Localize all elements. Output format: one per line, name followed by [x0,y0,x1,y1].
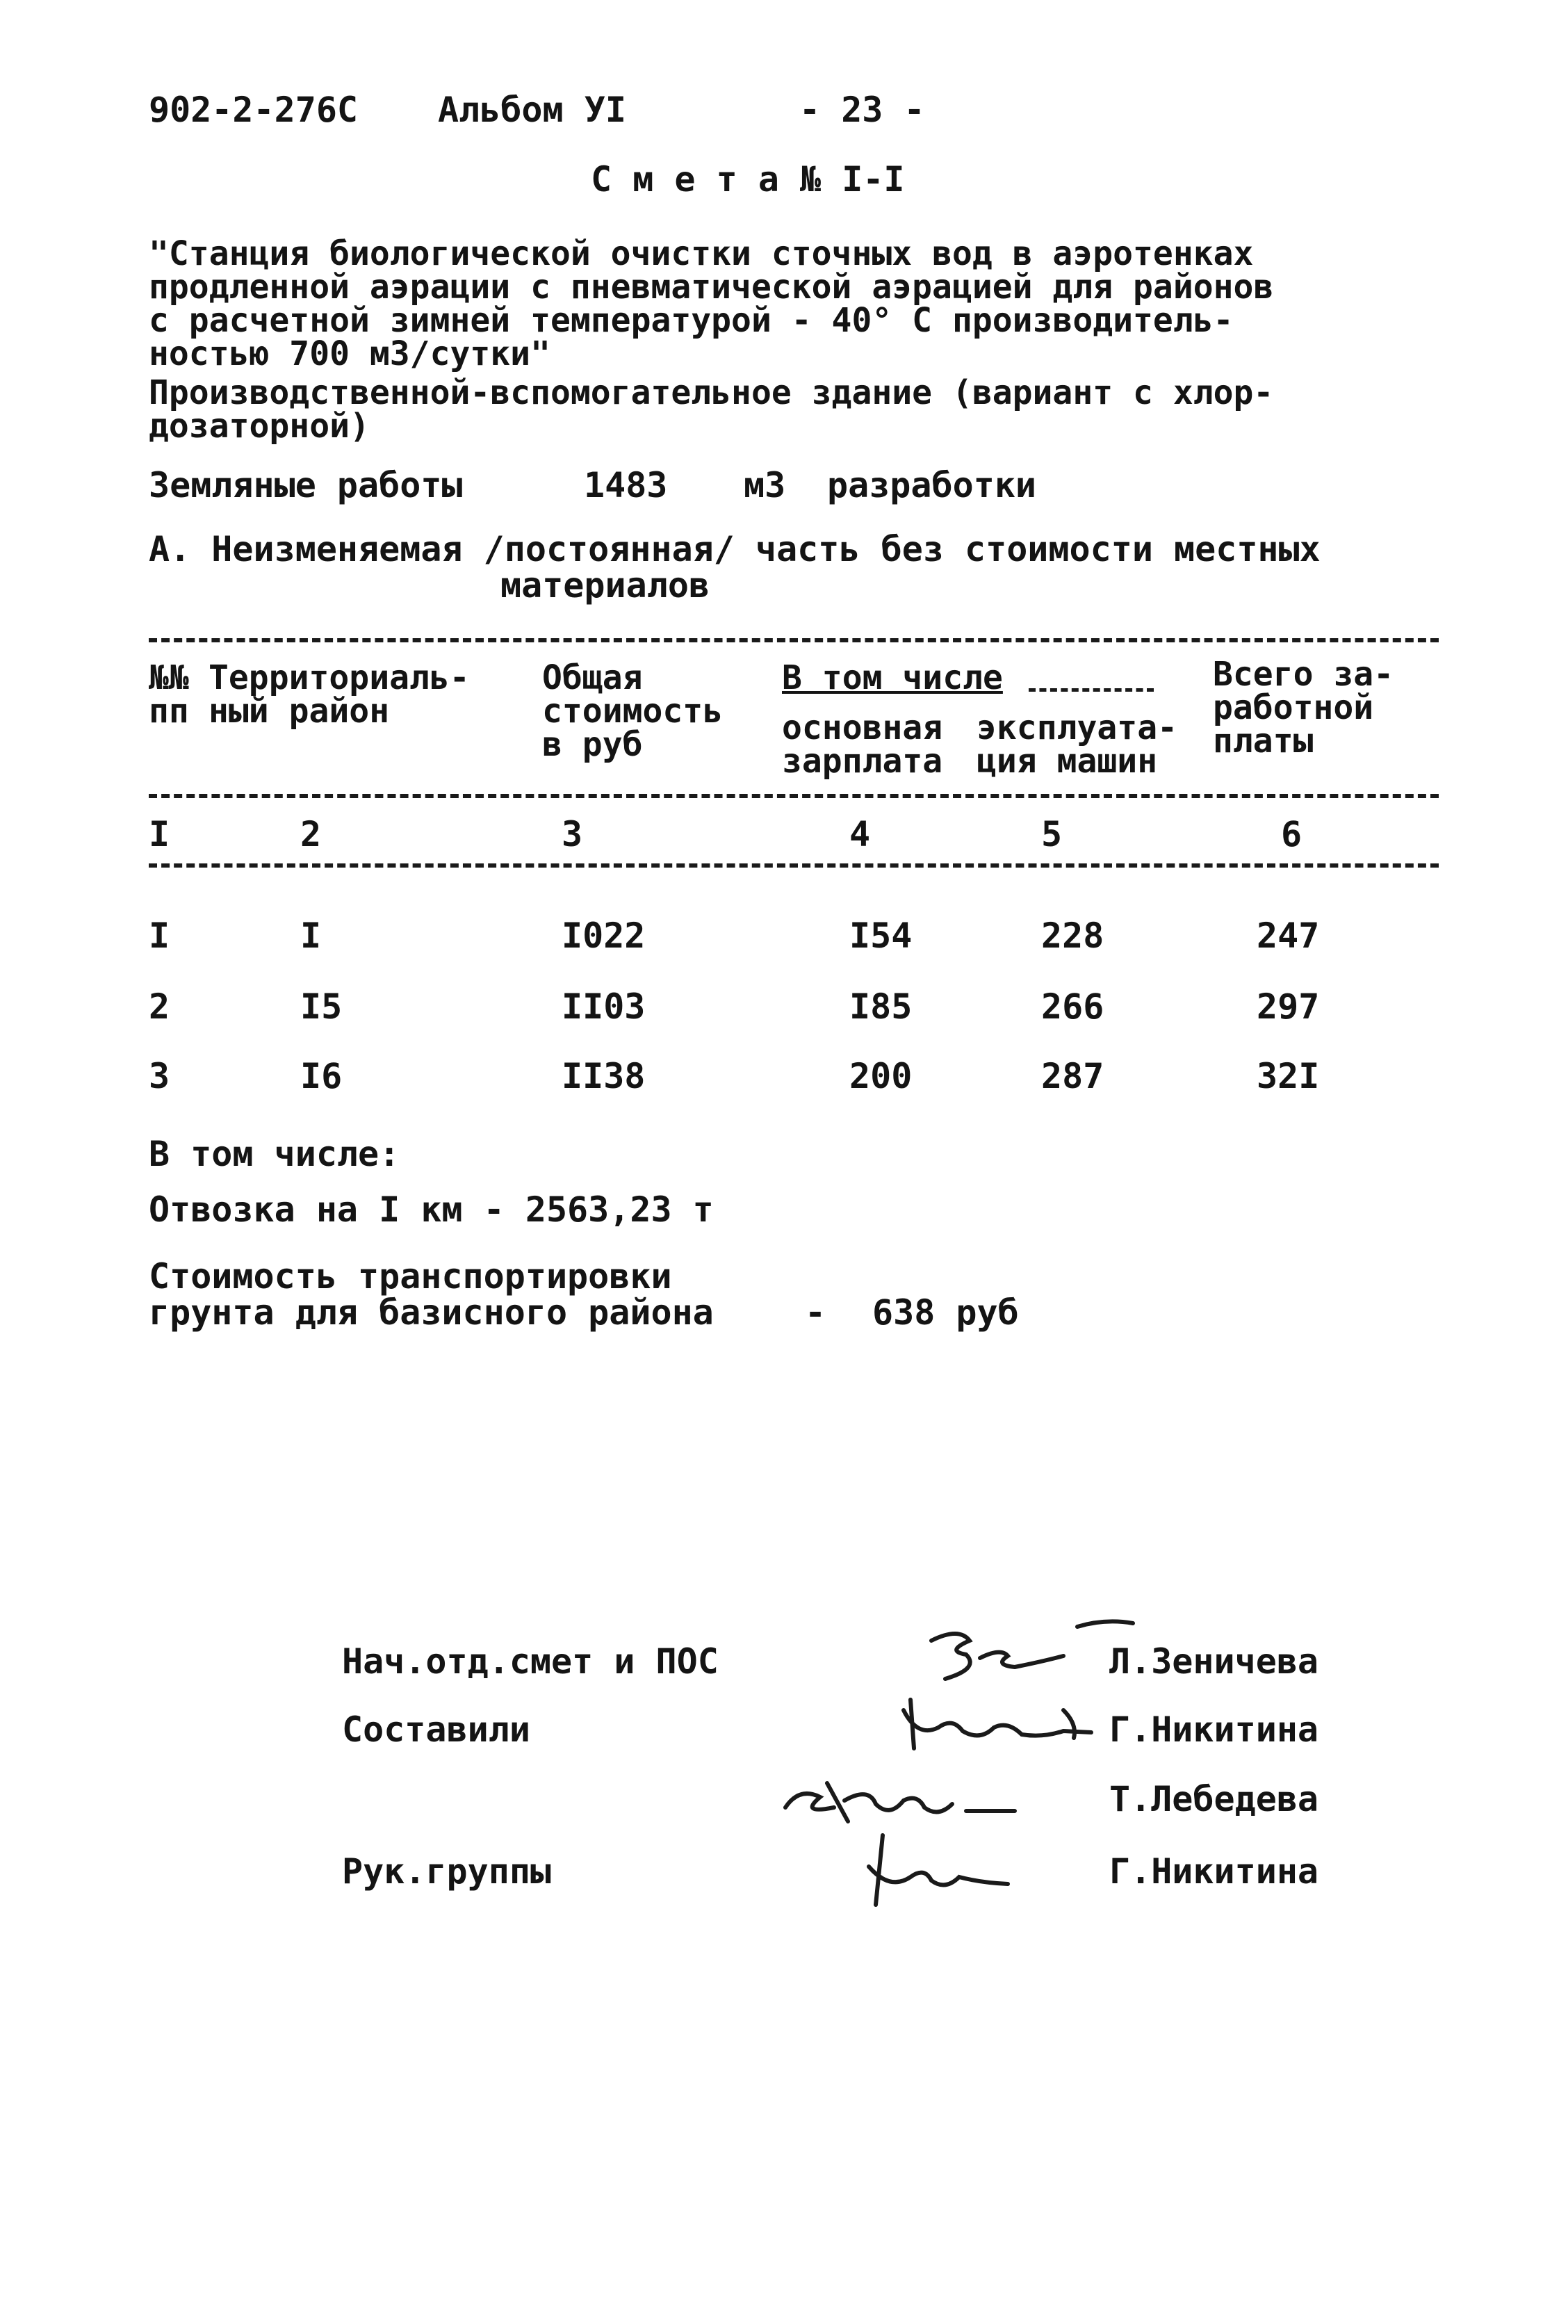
document-code: 902-2-276С [149,90,359,130]
header-group-label: В том числе [782,658,1003,697]
cell-machines: 228 [1041,916,1104,956]
signer-name: Г.Никитина [1109,1709,1319,1750]
transport-cost-dash: - [805,1292,826,1333]
signer-name: Т.Лебедева [1109,1779,1319,1819]
header-total-wages-line: работной [1213,688,1374,727]
cell-machines: 287 [1041,1056,1104,1096]
header-total-wages-line: платы [1213,722,1314,761]
header-cost-line: стоимость [542,692,724,731]
header-num-line: пп [149,692,189,731]
cell-salary: 200 [849,1056,913,1096]
cell-total-wages: 32I [1257,1056,1320,1096]
column-number: 4 [849,814,871,854]
column-number: 6 [1281,814,1302,854]
table-header-rule [149,794,1439,798]
header-region-line: ный район [209,692,390,731]
works-note: разработки [827,465,1037,505]
header-cost-line: Общая [542,658,643,697]
album-label: Альбом УI [438,90,626,130]
column-number: 5 [1041,814,1063,854]
header-group-rule [1029,688,1154,692]
column-number: 3 [562,814,583,854]
cell-region: I5 [300,986,343,1027]
cell-machines: 266 [1041,986,1104,1027]
cell-cost: II38 [562,1056,646,1096]
cell-num: 3 [149,1056,170,1096]
role-group-lead: Рук.группы [342,1851,552,1892]
cell-cost: I022 [562,916,646,956]
cell-num: I [149,916,170,956]
role-head-estimates: Нач.отд.смет и ПОС [342,1641,719,1682]
column-number: 2 [300,814,322,854]
header-total-wages-line: Всего за- [1213,655,1394,694]
handwritten-signature [771,1766,1029,1835]
description-line: ностью 700 м3/сутки" [149,334,550,373]
cell-region: I [300,916,322,956]
works-volume: 1483 [584,465,668,505]
transport-cost-line: Стоимость транспортировки [149,1256,672,1297]
description-line: "Станция биологической очистки сточных вод в аэротенках [149,234,1254,273]
description-line: дозаторной) [149,407,370,446]
cell-salary: I85 [849,986,913,1027]
header-num-line: №№ [149,658,189,697]
header-salary-line: зарплата [782,742,943,781]
works-name: Земляные работы [149,465,463,505]
handwritten-signature [862,1828,1015,1912]
transport-cost-line: грунта для базисного района [149,1292,714,1333]
works-unit: м3 [744,465,786,505]
header-machines-line: ция машин [977,742,1158,781]
header-machines-line: эксплуата- [977,708,1177,747]
handwritten-signature [897,1689,1105,1759]
table-top-rule [149,638,1439,642]
description-line: Производственной-вспомогательное здание (вариант с хлор- [149,373,1274,412]
role-compiled-by: Составили [342,1709,530,1750]
including-label: В том числе: [149,1134,400,1174]
cell-num: 2 [149,986,170,1027]
cell-total-wages: 247 [1257,916,1320,956]
section-a-subtitle: материалов [500,565,710,606]
cell-total-wages: 297 [1257,986,1320,1027]
header-cost-line: в руб [542,725,643,764]
column-number: I [149,814,170,854]
section-a-title: А. Неизменяемая /постоянная/ часть без стоимости местных [149,529,1321,569]
description-line: продленной аэрации с пневматической аэрацией для районов [149,268,1274,307]
handwritten-signature [904,1613,1140,1689]
estimate-title: С м е т а № I-I [591,159,905,200]
cell-salary: I54 [849,916,913,956]
signer-name: Г.Никитина [1109,1851,1319,1892]
table-numbers-rule [149,863,1439,868]
header-salary-line: основная [782,708,943,747]
description-line: с расчетной зимней температурой - 40° С производитель- [149,301,1234,340]
haulage-line: Отвозка на I км - 2563,23 т [149,1189,714,1230]
signer-name: Л.Зеничева [1109,1641,1319,1682]
cell-region: I6 [300,1056,343,1096]
page-number: - 23 - [799,90,925,130]
header-region-line: Территориаль- [209,658,470,697]
cell-cost: II03 [562,986,646,1027]
transport-cost-value: 638 руб [872,1292,1019,1333]
